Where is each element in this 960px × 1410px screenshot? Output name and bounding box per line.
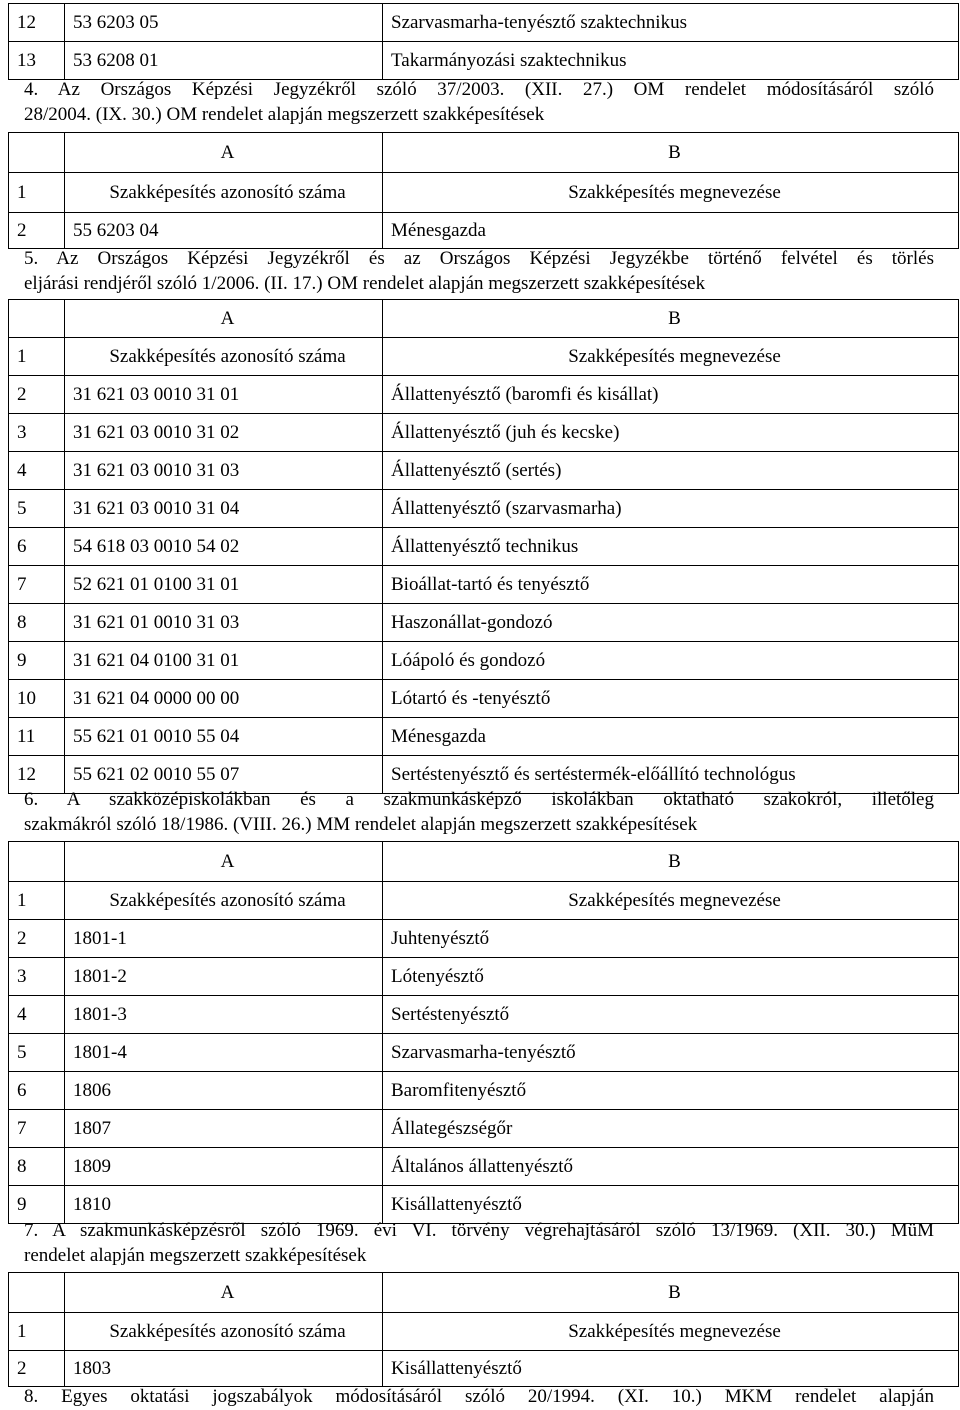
qualification-code: 31 621 03 0010 31 01 xyxy=(65,376,383,414)
qualification-code: 55 621 02 0010 55 07 xyxy=(65,756,383,794)
qualification-code: 31 621 01 0010 31 03 xyxy=(65,604,383,642)
row-number: 5 xyxy=(9,1034,65,1072)
table-row xyxy=(9,452,959,490)
section-6-line-1: 6. A szakközépiskolákban és a szakmunkásképző iskolákban oktatható szakokról, illetőleg xyxy=(24,789,934,810)
row-number: 2 xyxy=(9,1351,65,1387)
qualification-code: 31 621 03 0010 31 03 xyxy=(65,452,383,490)
qualification-name: Lóápoló és gondozó xyxy=(383,642,959,680)
qualification-code: 31 621 03 0010 31 04 xyxy=(65,490,383,528)
table-section-5 xyxy=(8,299,959,794)
qualification-code: 1801-3 xyxy=(65,996,383,1034)
name-column-header: Szakképesítés megnevezése xyxy=(383,173,959,213)
section-7-line-1: 7. A szakmunkásképzésről szóló 1969. évi VI. törvény végrehajtásáról szóló 13/1969. (XII. 30.) MüM xyxy=(24,1220,934,1241)
code-column-header: Szakképesítés azonosító száma xyxy=(65,338,383,376)
column-b-header: B xyxy=(383,1273,959,1313)
qualification-code: 31 621 03 0010 31 02 xyxy=(65,414,383,452)
qualification-code: 31 621 04 0000 00 00 xyxy=(65,680,383,718)
section-5-heading xyxy=(24,246,934,296)
qualification-code: 1806 xyxy=(65,1072,383,1110)
qualification-name: Szarvasmarha-tenyésztő xyxy=(383,1034,959,1072)
table-row xyxy=(9,1034,959,1072)
table-row xyxy=(9,414,959,452)
code-column-header: Szakképesítés azonosító száma xyxy=(65,1313,383,1351)
section-4-line-1: 4. Az Országos Képzési Jegyzékről szóló 37/2003. (XII. 27.) OM rendelet módosításáról szóló xyxy=(24,79,934,100)
section-7-heading xyxy=(24,1218,934,1268)
qualification-code: 1807 xyxy=(65,1110,383,1148)
qualification-code: 53 6203 05 xyxy=(65,4,383,42)
column-letter-row xyxy=(9,1273,959,1313)
row-number: 8 xyxy=(9,1148,65,1186)
row-number: 6 xyxy=(9,1072,65,1110)
qualification-code: 1801-2 xyxy=(65,958,383,996)
column-letter-row xyxy=(9,133,959,173)
row-number: 1 xyxy=(9,173,65,213)
row-number: 2 xyxy=(9,376,65,414)
table-row xyxy=(9,528,959,566)
qualification-code: 31 621 04 0100 31 01 xyxy=(65,642,383,680)
qualification-name: Általános állattenyésztő xyxy=(383,1148,959,1186)
table-row xyxy=(9,604,959,642)
qualification-name: Állattenyésztő (juh és kecske) xyxy=(383,414,959,452)
qualification-name: Sertéstenyésztő xyxy=(383,996,959,1034)
section-8-heading xyxy=(24,1384,934,1409)
qualification-name: Ménesgazda xyxy=(383,213,959,249)
row-number: 4 xyxy=(9,996,65,1034)
row-number: 2 xyxy=(9,213,65,249)
row-number: 5 xyxy=(9,490,65,528)
table-row xyxy=(9,213,959,249)
qualification-name: Lótenyésztő xyxy=(383,958,959,996)
qualification-name: Állattenyésztő (sertés) xyxy=(383,452,959,490)
qualification-code: 53 6208 01 xyxy=(65,42,383,80)
table-row xyxy=(9,642,959,680)
table-row xyxy=(9,4,959,42)
row-number: 12 xyxy=(9,756,65,794)
name-column-header: Szakképesítés megnevezése xyxy=(383,882,959,920)
row-number: 10 xyxy=(9,680,65,718)
column-a-header: A xyxy=(65,842,383,882)
row-number: 7 xyxy=(9,1110,65,1148)
qualification-code: 1801-4 xyxy=(65,1034,383,1072)
table-section-4 xyxy=(8,132,959,249)
row-number: 11 xyxy=(9,718,65,756)
section-4-heading xyxy=(24,77,934,127)
section-4-line-2: 28/2004. (IX. 30.) OM rendelet alapján megszerzett szakképesítések xyxy=(24,104,545,125)
row-number: 12 xyxy=(9,4,65,42)
header-row xyxy=(9,173,959,213)
header-row xyxy=(9,882,959,920)
qualification-name: Ménesgazda xyxy=(383,718,959,756)
table-section-7 xyxy=(8,1272,959,1387)
column-a-header: A xyxy=(65,300,383,338)
row-number: 3 xyxy=(9,958,65,996)
section-6-line-2: szakmákról szóló 18/1986. (VIII. 26.) MM rendelet alapján megszerzett szakképesítések xyxy=(24,814,698,835)
qualification-code: 1803 xyxy=(65,1351,383,1387)
table-row xyxy=(9,718,959,756)
header-row xyxy=(9,338,959,376)
qualification-name: Szarvasmarha-tenyésztő szaktechnikus xyxy=(383,4,959,42)
qualification-name: Haszonállat-gondozó xyxy=(383,604,959,642)
section-8-line-1: 8. Egyes oktatási jogszabályok módosításáról szóló 20/1994. (XI. 10.) MKM rendelet alapján xyxy=(24,1386,934,1407)
table-row xyxy=(9,42,959,80)
table-row xyxy=(9,376,959,414)
table-row xyxy=(9,1072,959,1110)
qualification-name: Juhtenyésztő xyxy=(383,920,959,958)
code-column-header: Szakképesítés azonosító száma xyxy=(65,173,383,213)
section-5-line-2: eljárási rendjéről szóló 1/2006. (II. 17.) OM rendelet alapján megszerzett szakképesítések xyxy=(24,273,706,294)
table-row xyxy=(9,1148,959,1186)
section-7-line-2: rendelet alapján megszerzett szakképesítések xyxy=(24,1245,367,1266)
column-b-header: B xyxy=(383,300,959,338)
row-number: 9 xyxy=(9,642,65,680)
qualification-name: Sertéstenyésztő és sertéstermék-előállító technológus xyxy=(383,756,959,794)
table-row xyxy=(9,680,959,718)
qualification-name: Állattenyésztő (szarvasmarha) xyxy=(383,490,959,528)
row-number: 9 xyxy=(9,1186,65,1224)
column-letter-row xyxy=(9,842,959,882)
column-letter-row xyxy=(9,300,959,338)
qualification-code: 54 618 03 0010 54 02 xyxy=(65,528,383,566)
qualification-name: Baromfitenyésztő xyxy=(383,1072,959,1110)
qualification-name: Bioállat-tartó és tenyésztő xyxy=(383,566,959,604)
qualification-code: 55 6203 04 xyxy=(65,213,383,249)
section-5-line-1: 5. Az Országos Képzési Jegyzékről és az Országos Képzési Jegyzékbe történő felvétel és törlés xyxy=(24,248,934,269)
column-b-header: B xyxy=(383,133,959,173)
qualification-name: Takarmányozási szaktechnikus xyxy=(383,42,959,80)
name-column-header: Szakképesítés megnevezése xyxy=(383,1313,959,1351)
row-number: 8 xyxy=(9,604,65,642)
qualification-code: 1809 xyxy=(65,1148,383,1186)
qualification-code: 1801-1 xyxy=(65,920,383,958)
row-number: 2 xyxy=(9,920,65,958)
name-column-header: Szakképesítés megnevezése xyxy=(383,338,959,376)
column-b-header: B xyxy=(383,842,959,882)
row-number: 3 xyxy=(9,414,65,452)
qualification-code: 52 621 01 0100 31 01 xyxy=(65,566,383,604)
qualification-name: Lótartó és -tenyésztő xyxy=(383,680,959,718)
row-number: 6 xyxy=(9,528,65,566)
qualification-code: 55 621 01 0010 55 04 xyxy=(65,718,383,756)
table-row xyxy=(9,920,959,958)
header-row xyxy=(9,1313,959,1351)
row-number: 1 xyxy=(9,882,65,920)
table-row xyxy=(9,996,959,1034)
table-row xyxy=(9,1351,959,1387)
table-top xyxy=(8,3,959,80)
qualification-name: Kisállattenyésztő xyxy=(383,1186,959,1224)
row-number: 13 xyxy=(9,42,65,80)
qualification-name: Állategészségőr xyxy=(383,1110,959,1148)
table-row xyxy=(9,958,959,996)
row-number: 7 xyxy=(9,566,65,604)
row-number: 1 xyxy=(9,338,65,376)
table-section-6 xyxy=(8,841,959,1224)
row-number: 1 xyxy=(9,1313,65,1351)
row-number: 4 xyxy=(9,452,65,490)
table-row xyxy=(9,1110,959,1148)
qualification-name: Állattenyésztő (baromfi és kisállat) xyxy=(383,376,959,414)
table-row xyxy=(9,566,959,604)
table-row xyxy=(9,490,959,528)
qualification-name: Állattenyésztő technikus xyxy=(383,528,959,566)
column-a-header: A xyxy=(65,133,383,173)
section-6-heading xyxy=(24,787,934,837)
qualification-code: 1810 xyxy=(65,1186,383,1224)
code-column-header: Szakképesítés azonosító száma xyxy=(65,882,383,920)
column-a-header: A xyxy=(65,1273,383,1313)
qualification-name: Kisállattenyésztő xyxy=(383,1351,959,1387)
